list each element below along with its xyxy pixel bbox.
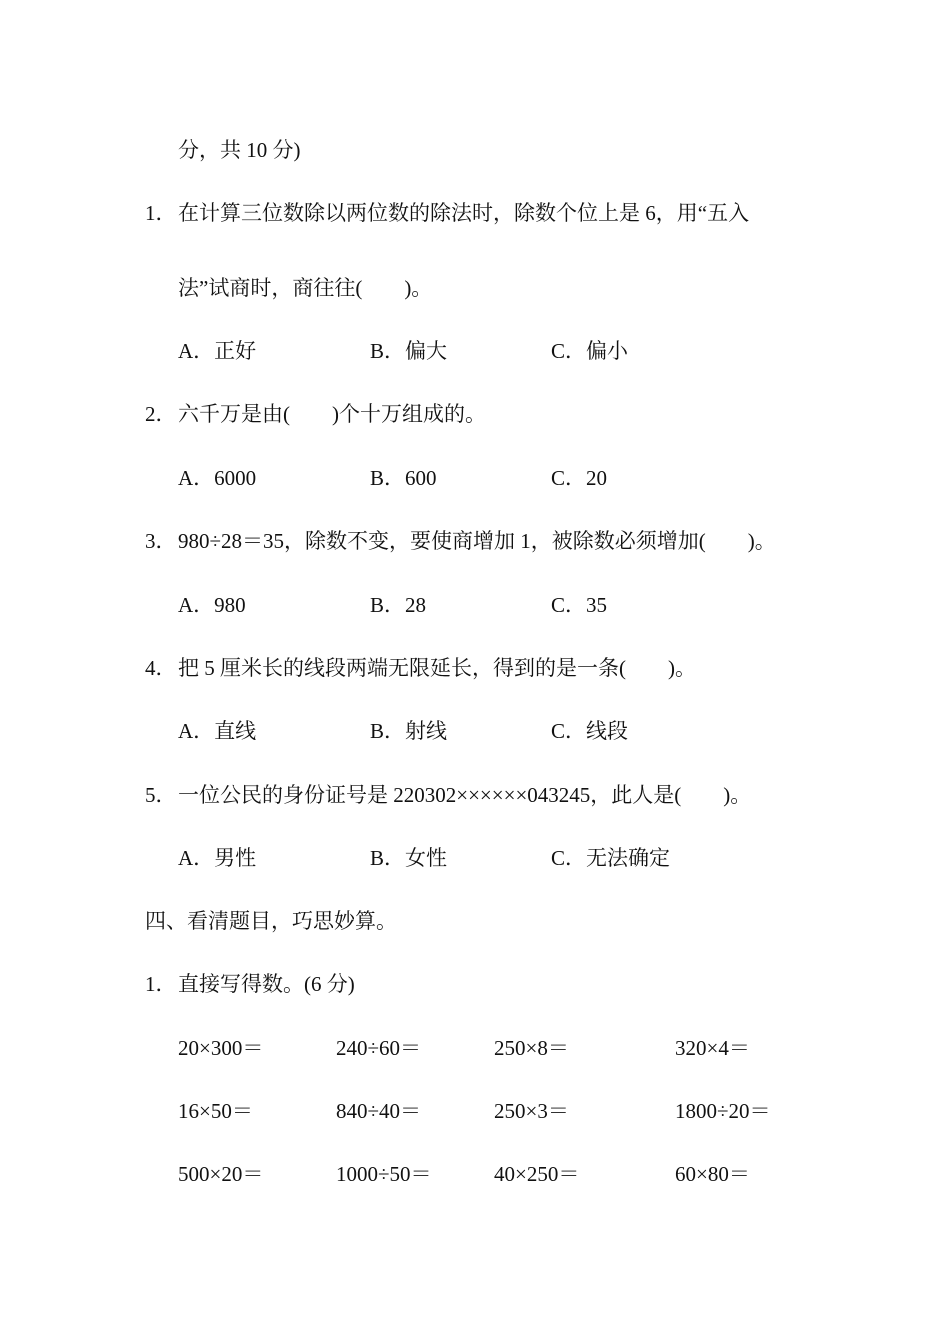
q4-option-c: C．线段 xyxy=(551,719,629,743)
q1-option-a: A．正好 xyxy=(178,339,257,363)
q2-option-c: C．20 xyxy=(551,466,608,490)
section4-sub-text: 直接写得数。(6 分) xyxy=(178,972,355,996)
calc-item: 1000÷50＝ xyxy=(336,1162,432,1186)
q5-option-b: B．女性 xyxy=(370,846,448,870)
q5-option-a: A．男性 xyxy=(178,846,257,870)
q1-number: 1． xyxy=(145,201,177,225)
q2-option-a: A．6000 xyxy=(178,466,257,490)
q5-text: 一位公民的身份证号是 220302××××××043245，此人是( )。 xyxy=(178,783,752,807)
q2-number: 2． xyxy=(145,402,177,426)
calc-item: 20×300＝ xyxy=(178,1036,264,1060)
q5-option-c: C．无法确定 xyxy=(551,846,671,870)
q4-option-a: A．直线 xyxy=(178,719,257,743)
section4-sub-number: 1． xyxy=(145,972,177,996)
q1-option-c: C．偏小 xyxy=(551,339,629,363)
q1-text-line1: 在计算三位数除以两位数的除法时，除数个位上是 6，用“五入 xyxy=(178,201,750,225)
calc-item: 60×80＝ xyxy=(675,1162,750,1186)
q4-number: 4． xyxy=(145,656,177,680)
q3-option-c: C．35 xyxy=(551,593,608,617)
q4-text: 把 5 厘米长的线段两端无限延长，得到的是一条( )。 xyxy=(178,656,696,680)
calc-item: 840÷40＝ xyxy=(336,1099,422,1123)
calc-item: 500×20＝ xyxy=(178,1162,264,1186)
q1-option-b: B．偏大 xyxy=(370,339,448,363)
section4-heading: 四、看清题目，巧思妙算。 xyxy=(145,909,397,933)
calc-item: 320×4＝ xyxy=(675,1036,750,1060)
calc-item: 40×250＝ xyxy=(494,1162,580,1186)
calc-item: 250×8＝ xyxy=(494,1036,569,1060)
intro-tail: 分，共 10 分) xyxy=(178,138,301,162)
calc-item: 250×3＝ xyxy=(494,1099,569,1123)
calc-item: 240÷60＝ xyxy=(336,1036,422,1060)
q3-option-b: B．28 xyxy=(370,593,427,617)
q2-text: 六千万是由( )个十万组成的。 xyxy=(178,402,486,426)
q1-text-line2: 法”试商时，商往往( )。 xyxy=(178,276,433,300)
calc-item: 16×50＝ xyxy=(178,1099,253,1123)
q3-option-a: A．980 xyxy=(178,593,246,617)
calc-item: 1800÷20＝ xyxy=(675,1099,771,1123)
q2-option-b: B．600 xyxy=(370,466,437,490)
q4-option-b: B．射线 xyxy=(370,719,448,743)
q3-number: 3． xyxy=(145,529,177,553)
q3-text: 980÷28＝35，除数不变，要使商增加 1，被除数必须增加( )。 xyxy=(178,529,776,553)
q5-number: 5． xyxy=(145,783,177,807)
